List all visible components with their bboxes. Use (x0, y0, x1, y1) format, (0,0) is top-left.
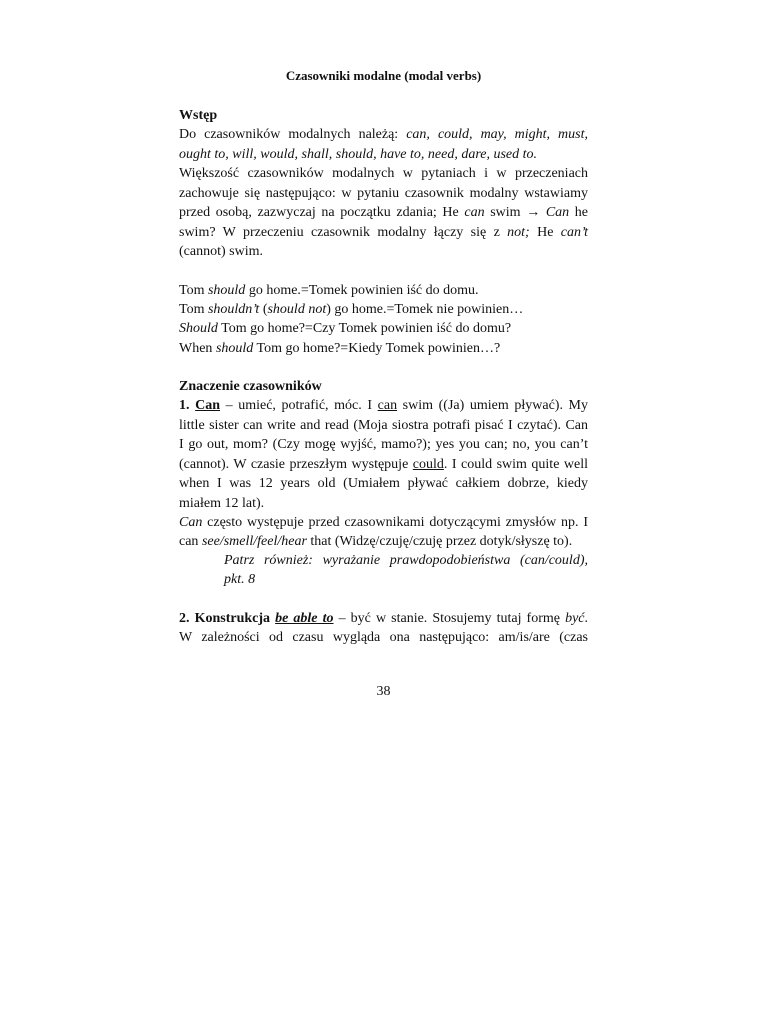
example-1: Tom should go home.=Tomek powinien iść do domu. (179, 283, 479, 298)
intro-line-2: ought to, will, would, shall, should, have to, need, dare, used to. (179, 147, 538, 162)
meaning-line-5: when I was 12 years old (Umiałem pływać całkiem dobrze, kiedy (179, 476, 588, 491)
construction-line-1: 2. Konstrukcja be able to – być w stanie. Stosujemy tutaj formę być. (179, 611, 588, 626)
example-3: Should Tom go home?=Czy Tomek powinien iść do domu? (179, 321, 512, 336)
meaning-line-1: 1. Can – umieć, potrafić, móc. I can swim ((Ja) umiem pływać). My (179, 398, 588, 413)
meaning-line-4: (cannot). W czasie przeszłym występuje could. I could swim quite well (179, 457, 588, 472)
meaning-line-2: little sister can write and read (Moja siostra potrafi pisać I czytać). Can (179, 418, 588, 433)
see-also-note-point: pkt. 8 (224, 572, 256, 587)
example-2: Tom shouldn’t (should not) go home.=Tomek nie powinien… (179, 302, 524, 317)
example-4: When should Tom go home?=Kiedy Tomek powinien…? (179, 341, 501, 356)
page-number: 38 (376, 684, 391, 699)
meaning-line-7: Can często występuje przed czasownikami dotyczącymi zmysłów np. I (179, 515, 588, 530)
intro-line-6: swim? W przeczeniu czasownik modalny łączy się z not; He can’t (179, 225, 589, 240)
intro-line-5: przed osobą, zazwyczaj na początku zdania; He can swim → Can he (179, 205, 589, 220)
intro-heading: Wstęp (179, 108, 218, 123)
intro-line-3: Większość czasowników modalnych w pytaniach i w przeczeniach (179, 166, 588, 181)
construction-line-2: W zależności od czasu wygląda ona następująco: am/is/are (czas (179, 630, 588, 645)
intro-line-4: zachowuje się następująco: w pytaniu czasownik modalny wstawiamy (179, 186, 588, 201)
document-title: Czasowniki modalne (modal verbs) (285, 68, 482, 83)
intro-line-7: (cannot) swim. (179, 244, 263, 259)
meaning-heading: Znaczenie czasowników (179, 379, 322, 394)
see-also-note: Patrz również: wyrażanie prawdopodobieństwa (can/could), (224, 553, 588, 568)
meaning-line-8: can see/smell/feel/hear that (Widzę/czuję/czuję przez dotyk/słyszę to). (179, 534, 573, 549)
meaning-line-6: miałem 12 lat). (179, 496, 265, 511)
intro-line-1: Do czasowników modalnych należą: can, could, may, might, must, (179, 127, 588, 142)
meaning-line-3: I go out, mom? (Czy mogę wyjść, mamo?); yes you can; no, you can’t (179, 437, 588, 452)
